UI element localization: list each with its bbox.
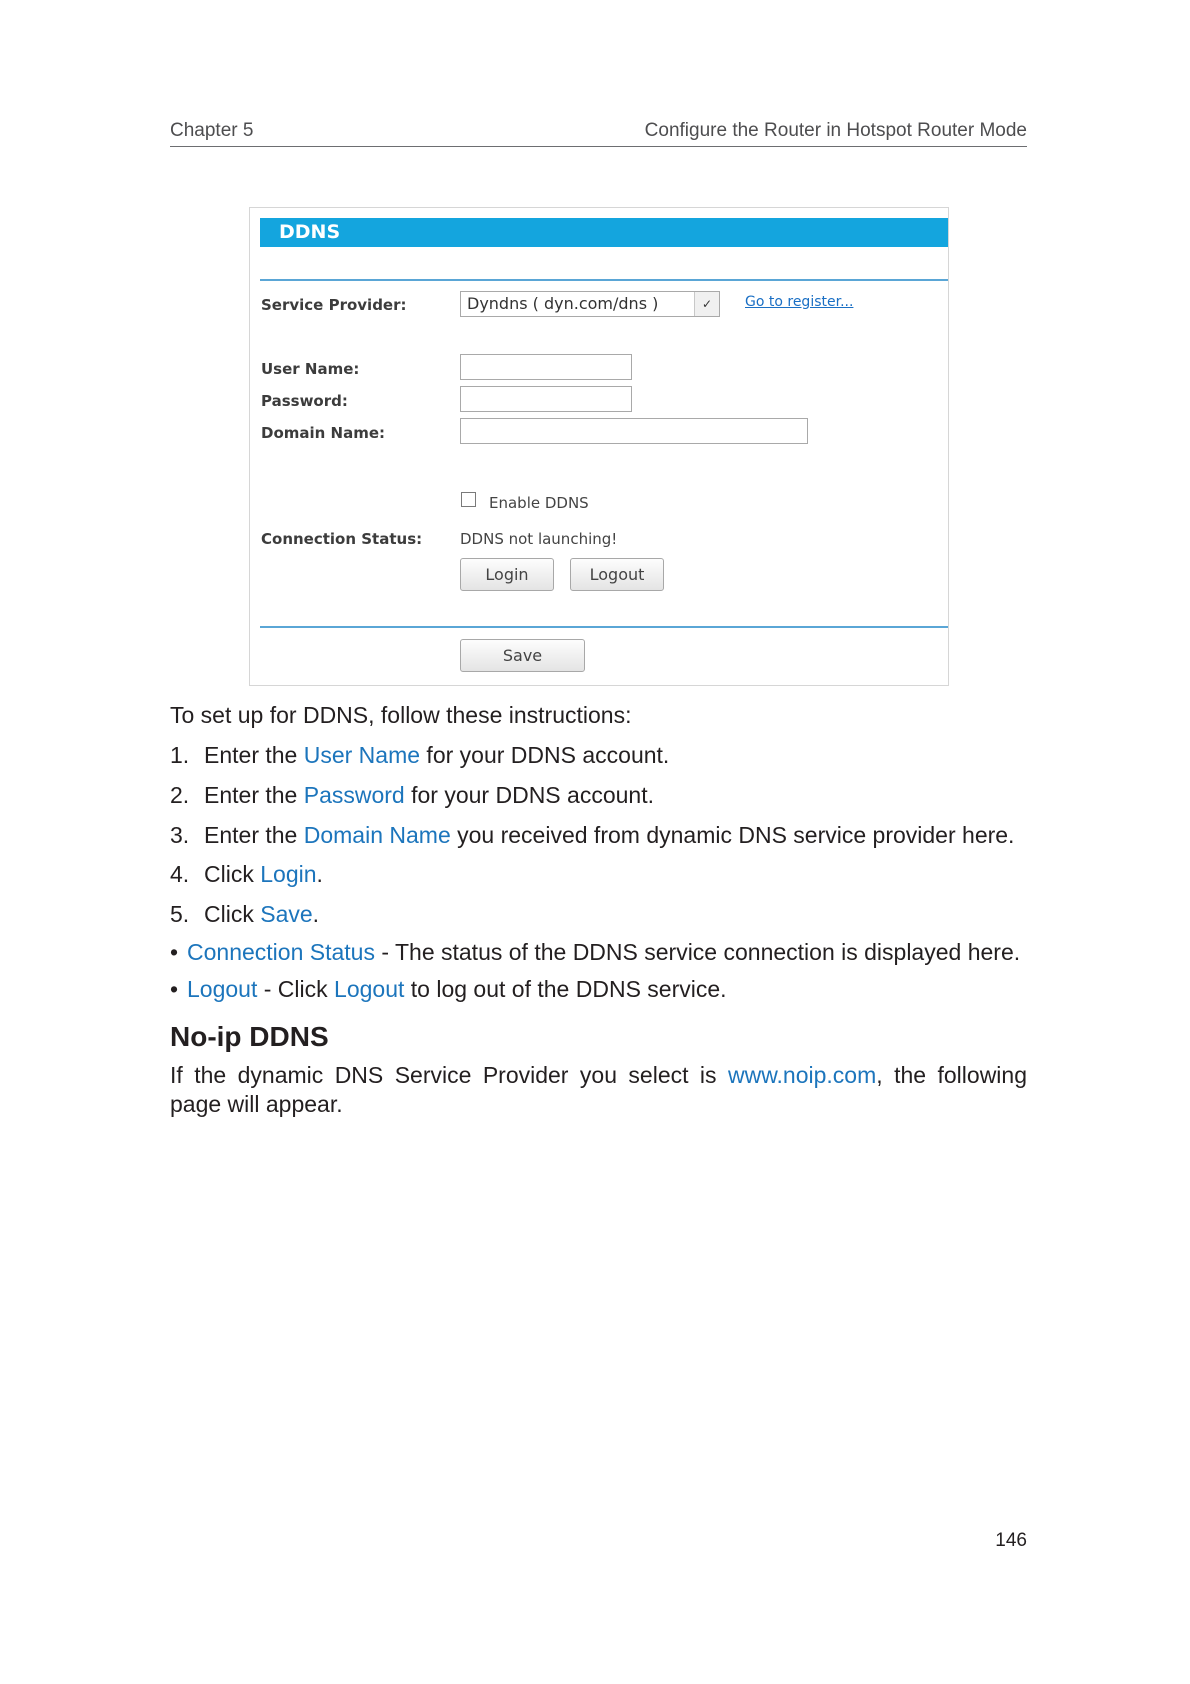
step-text: for your DDNS account. xyxy=(404,782,654,808)
step-highlight: Save xyxy=(260,901,313,927)
bullet-text: - The status of the DDNS service connection is displayed here. xyxy=(374,939,1021,965)
save-button[interactable]: Save xyxy=(460,639,585,672)
noip-text: , the following page will appear. xyxy=(170,1062,1027,1117)
bullet-text: - Click xyxy=(257,976,335,1002)
bullet-highlight: Logout xyxy=(334,976,405,1002)
header-divider xyxy=(170,146,1027,147)
step-highlight: Login xyxy=(260,861,317,887)
step-number: 4. xyxy=(170,861,190,887)
bullet-icon: • xyxy=(170,976,179,1002)
domain-name-input[interactable] xyxy=(460,418,808,444)
bullet-highlight: Connection Status xyxy=(187,939,375,965)
enable-ddns-checkbox[interactable] xyxy=(461,492,476,507)
panel-divider-bottom xyxy=(260,626,948,628)
page-number: 146 xyxy=(995,1530,1027,1551)
step-text: . xyxy=(316,861,323,887)
instructions-intro: To set up for DDNS, follow these instructions: xyxy=(170,702,632,728)
step-text: Click xyxy=(204,901,261,927)
step-highlight: Domain Name xyxy=(303,822,451,848)
step-text: Enter the xyxy=(204,782,304,808)
noip-paragraph xyxy=(170,1061,1027,1119)
step-item xyxy=(170,901,319,928)
step-text: you received from dynamic DNS service provider here. xyxy=(450,822,1015,848)
service-provider-value: Dyndns ( dyn.com/dns ) xyxy=(467,294,659,313)
chapter-label: Chapter 5 xyxy=(170,120,254,141)
noip-text: If the dynamic DNS Service Provider you select is xyxy=(170,1062,728,1088)
bullet-text: to log out of the DDNS service. xyxy=(404,976,727,1002)
step-item xyxy=(170,782,654,809)
bullet-item xyxy=(170,939,1020,966)
section-title: Configure the Router in Hotspot Router Mode xyxy=(644,120,1027,141)
step-highlight: User Name xyxy=(303,742,421,768)
step-number: 3. xyxy=(170,822,190,848)
step-text: Enter the xyxy=(204,742,304,768)
username-input[interactable] xyxy=(460,354,632,380)
go-to-register-link[interactable]: Go to register... xyxy=(745,294,854,310)
password-label: Password: xyxy=(261,392,348,410)
service-provider-label: Service Provider: xyxy=(261,296,407,314)
login-button[interactable]: Login xyxy=(460,558,554,591)
ddns-panel-title: DDNS xyxy=(260,218,948,247)
chevron-down-icon[interactable]: ✓ xyxy=(694,292,719,316)
noip-link[interactable]: www.noip.com xyxy=(727,1062,877,1088)
connection-status-label: Connection Status: xyxy=(261,530,423,548)
step-highlight: Password xyxy=(303,782,405,808)
step-text: for your DDNS account. xyxy=(420,742,670,768)
logout-button[interactable]: Logout xyxy=(570,558,664,591)
step-text: Click xyxy=(204,861,261,887)
bullet-item xyxy=(170,976,727,1003)
enable-ddns-label: Enable DDNS xyxy=(489,494,589,512)
username-label: User Name: xyxy=(261,360,360,378)
step-text: Enter the xyxy=(204,822,304,848)
bullet-icon: • xyxy=(170,939,179,965)
step-number: 1. xyxy=(170,742,190,768)
ddns-screenshot-panel xyxy=(249,207,949,686)
step-text: . xyxy=(312,901,320,927)
domain-name-label: Domain Name: xyxy=(261,424,386,442)
step-number: 2. xyxy=(170,782,190,808)
step-number: 5. xyxy=(170,901,190,927)
step-item xyxy=(170,861,323,888)
password-input[interactable] xyxy=(460,386,632,412)
connection-status-value: DDNS not launching! xyxy=(460,530,618,548)
bullet-highlight: Logout xyxy=(187,976,258,1002)
step-item xyxy=(170,742,669,769)
step-item xyxy=(170,822,1014,849)
service-provider-select[interactable] xyxy=(460,291,720,317)
panel-divider-top xyxy=(260,279,948,281)
noip-heading: No-ip DDNS xyxy=(170,1021,329,1052)
